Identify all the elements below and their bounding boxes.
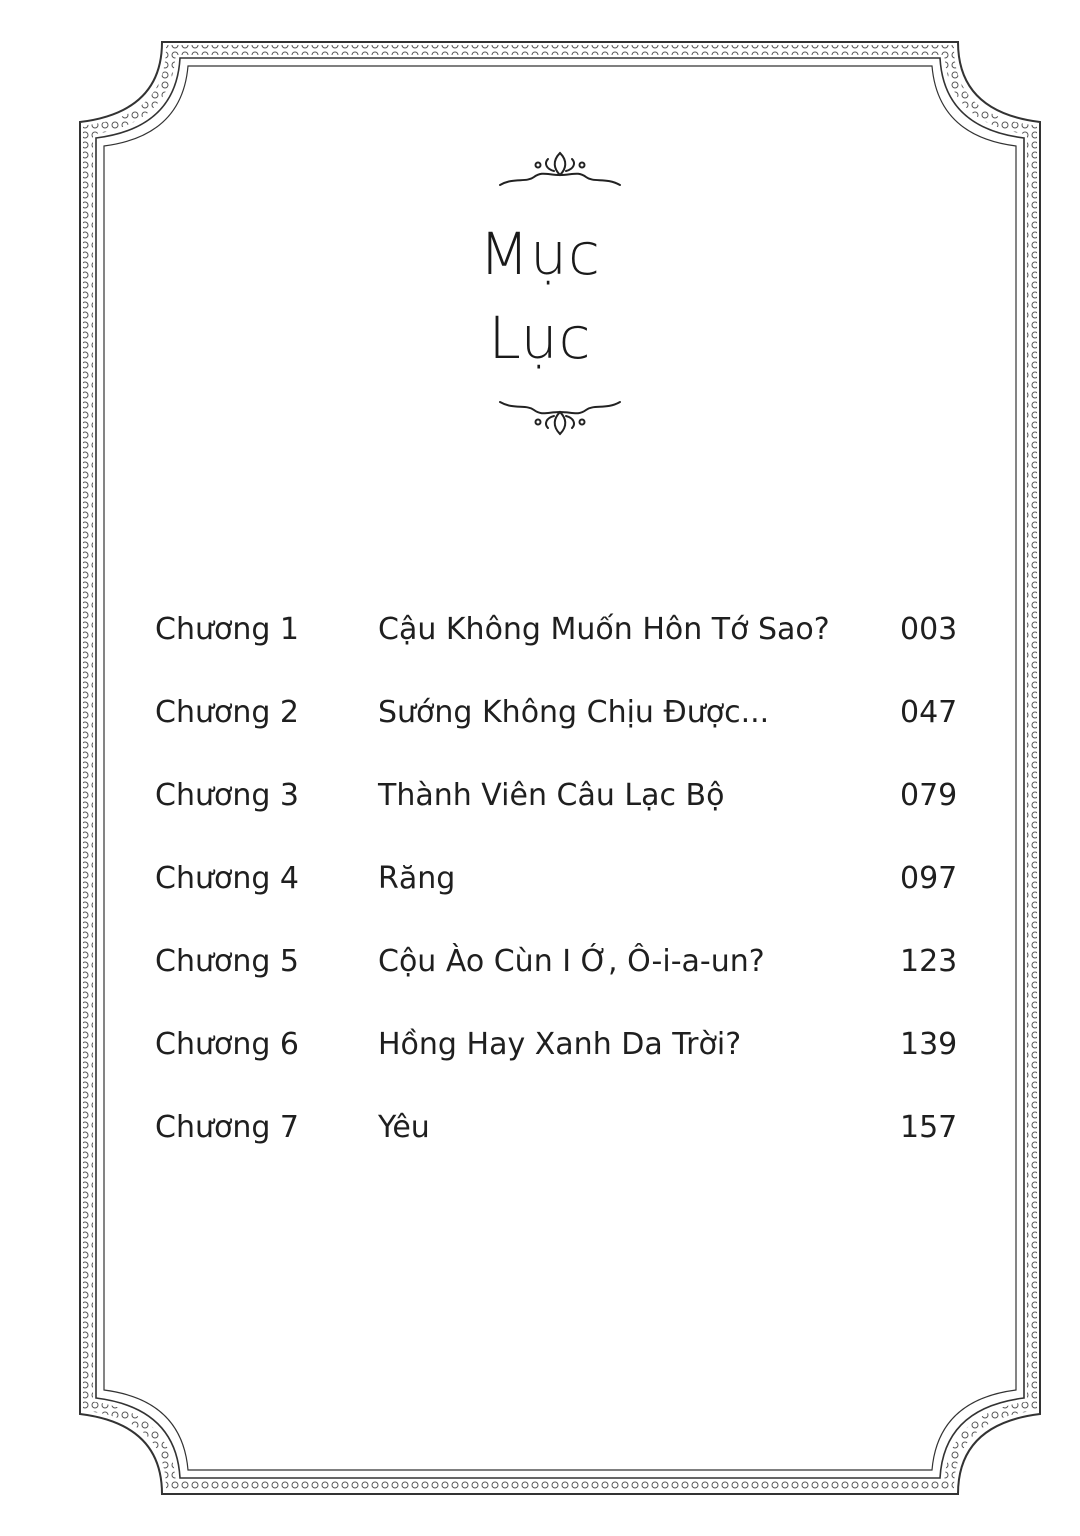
page-number: 003 bbox=[900, 612, 958, 647]
page-number: 097 bbox=[900, 861, 958, 896]
toc-entry[interactable] bbox=[0, 1015, 1080, 1075]
chapter-number: Chương 5 bbox=[155, 944, 300, 979]
page-number: 139 bbox=[900, 1027, 958, 1062]
page-number: 079 bbox=[900, 778, 958, 813]
chapter-title: Răng bbox=[378, 861, 456, 896]
chapter-title: Hồng Hay Xanh Da Trời? bbox=[378, 1027, 742, 1062]
toc-entry[interactable] bbox=[0, 849, 1080, 909]
chapter-number: Chương 6 bbox=[155, 1027, 300, 1062]
toc-entry[interactable] bbox=[0, 600, 1080, 660]
page-number: 123 bbox=[900, 944, 958, 979]
flourish-icon bbox=[490, 392, 630, 442]
chapter-title: Thành Viên Câu Lạc Bộ bbox=[378, 778, 725, 813]
chapter-title: Cộu Ào Cùn I Ớ, Ô-i-a-un? bbox=[378, 944, 765, 979]
toc-heading-line2: Lục bbox=[488, 304, 592, 372]
chapter-number: Chương 7 bbox=[155, 1110, 300, 1145]
toc-entry[interactable] bbox=[0, 766, 1080, 826]
chapter-number: Chương 2 bbox=[155, 695, 300, 730]
chapter-title: Cậu Không Muốn Hôn Tớ Sao? bbox=[378, 612, 830, 647]
toc-heading-line1: Mục bbox=[479, 220, 601, 288]
toc-entry[interactable] bbox=[0, 1098, 1080, 1158]
chapter-title: Sướng Không Chịu Được... bbox=[378, 695, 770, 730]
page-number: 047 bbox=[900, 695, 958, 730]
chapter-number: Chương 1 bbox=[155, 612, 300, 647]
toc-entry[interactable] bbox=[0, 683, 1080, 743]
toc-entry[interactable] bbox=[0, 932, 1080, 992]
chapter-number: Chương 3 bbox=[155, 778, 300, 813]
page-number: 157 bbox=[900, 1110, 958, 1145]
chapter-number: Chương 4 bbox=[155, 861, 300, 896]
chapter-title: Yêu bbox=[378, 1110, 430, 1145]
flourish-icon bbox=[490, 145, 630, 195]
